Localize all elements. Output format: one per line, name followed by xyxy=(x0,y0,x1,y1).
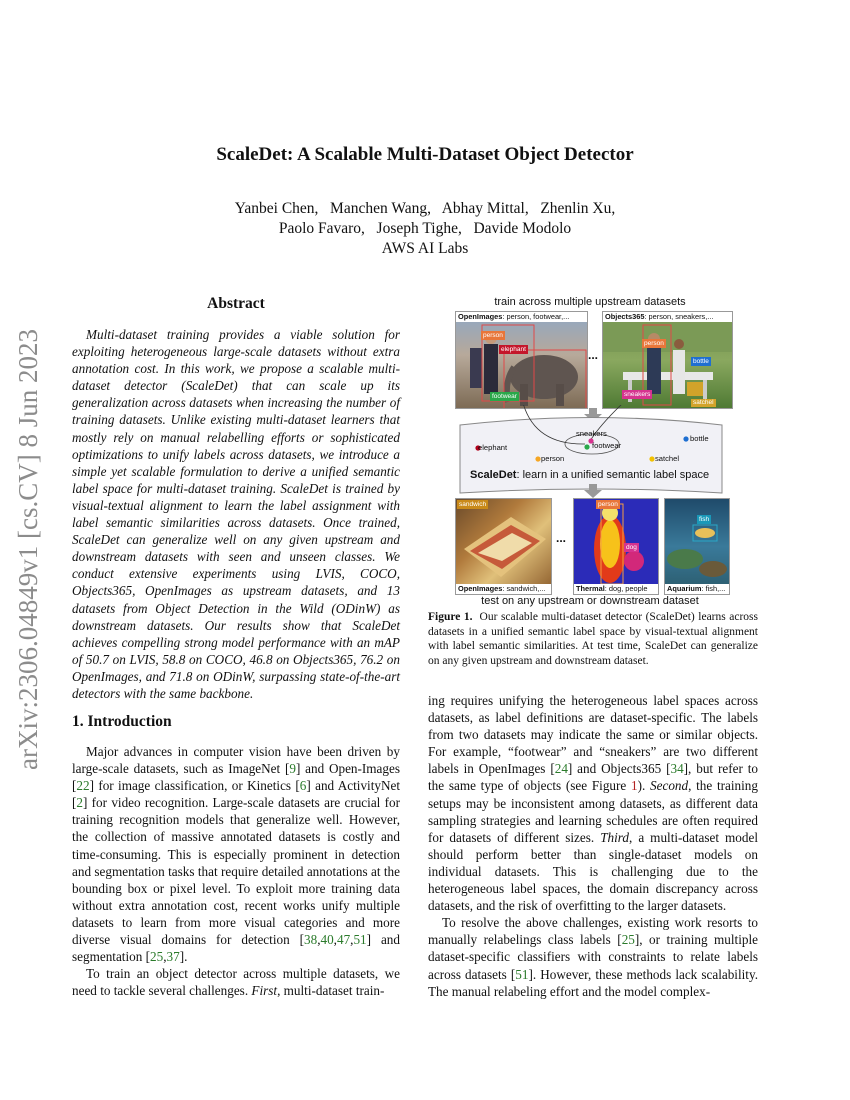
citation-link[interactable]: 2 xyxy=(76,795,83,811)
caption-label: Figure 1. xyxy=(428,611,473,623)
panel-caption: Thermal: dog, people xyxy=(574,584,659,594)
semantic-label-sneakers: sneakers xyxy=(576,429,607,438)
aquarium-illustration xyxy=(665,499,730,586)
semantic-label-footwear: footwear xyxy=(592,441,622,450)
citation-link[interactable]: 9 xyxy=(289,761,296,777)
citation-link[interactable]: 25 xyxy=(150,949,164,965)
figure-top-label: train across multiple upstream datasets xyxy=(494,296,686,308)
citation-link[interactable]: 25 xyxy=(621,932,635,948)
panel-caption: Aquarium: fish,... xyxy=(665,584,730,594)
upstream-image-objects365 xyxy=(602,311,733,409)
author-block xyxy=(0,199,850,259)
citation-link[interactable]: 51 xyxy=(515,966,529,982)
author-line-1: Yanbei Chen, Manchen Wang, Abhay Mittal, Zhenlin Xu, xyxy=(234,200,616,217)
semantic-label-person: person xyxy=(541,454,565,463)
tag-satchel: satchel xyxy=(693,399,714,406)
ellipsis-upstream: ... xyxy=(588,348,599,362)
tag-sneakers: sneakers xyxy=(624,391,651,398)
author-line-2: Paolo Favaro, Joseph Tighe, Davide Modolo xyxy=(278,220,572,237)
semantic-space-title: ScaleDet: learn in a unified semantic label space xyxy=(470,469,710,481)
abstract-heading: Abstract xyxy=(207,295,265,312)
sandwich-illustration xyxy=(456,499,552,586)
ellipsis-downstream: ... xyxy=(556,531,567,545)
citation-link[interactable]: 37 xyxy=(166,949,180,965)
right-paragraph-2: To resolve the above challenges, existing work resorts to manually relabelings class labels [25], or training multiple dataset-specific classifiers with constraints to relate labels across datasets [51]. However, these methods lack scalability. The manual relabeling effort and the model complex- xyxy=(428,915,758,999)
arxiv-watermark-text: arXiv:2306.04849v1 [cs.CV] 8 Jun 2023 xyxy=(13,329,43,770)
figure-bottom-label: test on any upstream or downstream dataset xyxy=(481,595,699,607)
citation-link[interactable]: 22 xyxy=(76,778,90,794)
tag-footwear: footwear xyxy=(492,393,517,400)
tag-dog: dog xyxy=(626,544,637,551)
right-column-text xyxy=(428,692,758,1000)
tag-person: person xyxy=(483,332,503,339)
affiliation: AWS AI Labs xyxy=(381,240,469,257)
citation-link[interactable]: 24 xyxy=(554,761,568,777)
citation-link[interactable]: 34 xyxy=(670,761,684,777)
tag-person: person xyxy=(598,501,618,508)
intro-paragraph-2: To train an object detector across multiple datasets, we need to tackle several challenges. First, multi-dataset train- xyxy=(72,966,400,999)
tag-person: person xyxy=(644,340,664,347)
abstract-body: Multi-dataset training provides a viable solution for exploiting heterogeneous large-scale datasets without extra annotation cost. In this work, we propose a scalable multi-dataset detector (ScaleDet) that can scale up its generalization across datasets when increasing the number of training datasets. Unlike existing multi-dataset learners that mostly rely on manual relabelling efforts or sophisticated optimizations to unify labels across datasets, we introduce a simple yet scalable formulation to derive a unified semantic label space for multi-dataset training. ScaleDet is trained by visual-textual alignment to learn the label assignment with label semantic similarities across datasets. Once trained, ScaleDet can generalize well on any given upstream and downstream datasets with seen and unseen classes. We conduct extensive experiments using LVIS, COCO, Objects365, OpenImages as upstream datasets, and 13 datasets from Object Detection in the Wild (ODinW) as downstream datasets. Our results show that ScaleDet achieves compelling strong model performance with an mAP of 50.7 on LVIS, 58.8 on COCO, 46.8 on Objects365, 76.2 on OpenImages, and 71.8 on ODinW, surpassing state-of-the-art detectors with the same backbone. xyxy=(72,327,400,701)
panel-title: Objects365: person, sneakers,... xyxy=(603,312,733,322)
downstream-image-thermal xyxy=(573,498,659,595)
citation-link[interactable]: 40 xyxy=(320,932,334,948)
tag-fish: fish xyxy=(699,516,710,523)
section-heading-introduction: 1. Introduction xyxy=(72,713,172,730)
panel-title: OpenImages: person, footwear,... xyxy=(456,312,588,322)
downstream-image-aquarium xyxy=(664,498,730,595)
arxiv-watermark xyxy=(6,300,46,780)
citation-link[interactable]: 38 xyxy=(304,932,318,948)
panel-caption: OpenImages: sandwich,... xyxy=(456,584,552,594)
paper-title: ScaleDet: A Scalable Multi-Dataset Object Detector xyxy=(216,144,634,165)
semantic-label-elephant: elephant xyxy=(478,443,508,452)
semantic-label-bottle: bottle xyxy=(690,434,709,443)
downstream-image-openimages xyxy=(455,498,552,595)
figure-link[interactable]: 1 xyxy=(631,778,638,794)
tag-bottle: bottle xyxy=(693,358,709,365)
caption-text: Our scalable multi-dataset detector (ScaleDet) learns across datasets in a unified semantic label space by visual-textual alignment with label semantic similarities. At test time, ScaleDet can generalize on any given upstream and downstream dataset. xyxy=(428,611,758,667)
figure-caption xyxy=(428,610,758,668)
citation-link[interactable]: 47 xyxy=(336,932,351,948)
thermal-illustration xyxy=(574,499,659,586)
upstream-image-openimages xyxy=(455,311,588,409)
tag-elephant: elephant xyxy=(501,346,526,353)
semantic-label-satchel: satchel xyxy=(655,454,680,463)
tag-sandwich: sandwich xyxy=(459,501,487,508)
abstract-text xyxy=(72,326,400,702)
right-paragraph-1: ing requires unifying the heterogeneous label spaces across datasets, as label definitions are dataset-specific. The labels from two datasets may indicate the same or similar objects. For example, “footwear” and “sneakers” are two different labels in OpenImages [24] and Objects365 [34], but refer to the same type of objects (see Figure 1). Second, the training setups may be inconsistent among datasets, as different data sampling strategies and learning schedules are often required for datasets of different sizes. Third, a multi-dataset model should perform better than single-dataset models on individual datasets. This is challenging due to the heterogeneous label spaces, the domain discrepancy across datasets, and the risk of overfitting to the larger datasets. xyxy=(428,693,758,914)
elephant-scene-illustration xyxy=(456,322,588,409)
intro-paragraph-1: Major advances in computer vision have been driven by large-scale datasets, such as ImageNet [9] and Open-Images [22] for image classification, or Kinetics [6] and ActivityNet [2] for video recognition. Large-scale datasets are crucial for training recognition models that generalize well. However, the collection of massive annotated datasets is costly and time-consuming. This is especially prominent in detection and segmentation tasks that require detailed annotations at the bounding box or pixel level. To exploit more training data without extra annotation cost, recent works unify multiple datasets to learn from more visual categories and more diverse visual domains for detection [38,40,47,51] and segmentation [25,37]. xyxy=(72,744,401,965)
citation-link[interactable]: 51 xyxy=(353,932,367,948)
intro-text xyxy=(72,743,400,999)
citation-link[interactable]: 6 xyxy=(299,778,307,794)
